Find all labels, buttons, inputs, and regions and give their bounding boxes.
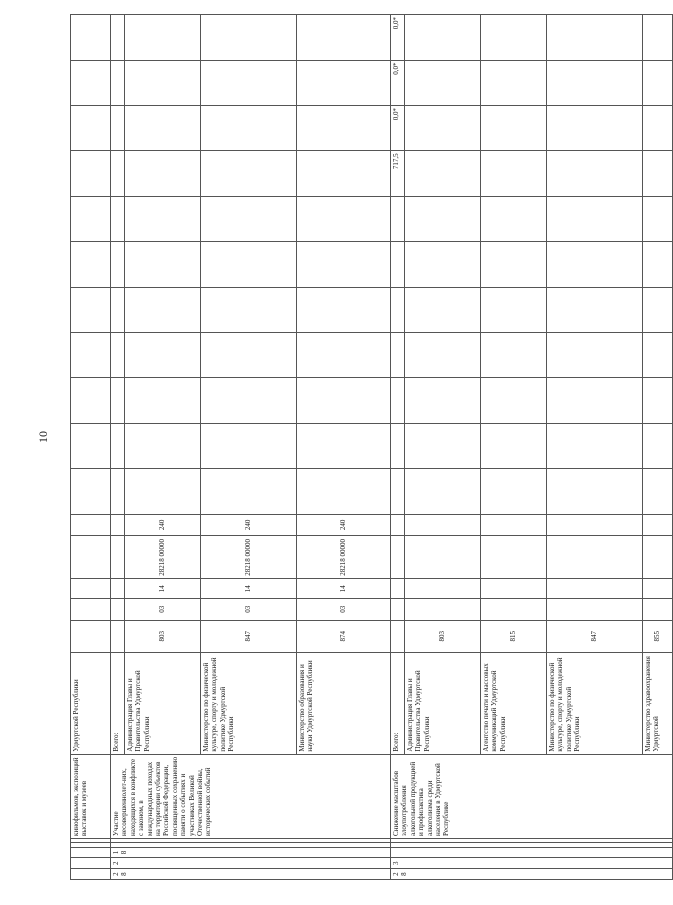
csr-cell: 28218 00000 — [125, 536, 201, 579]
vr-cell: 240 — [297, 514, 391, 536]
event-name-cell: Участие несовершеннолет-них, находящихся в конфликте с законом, в международных походах на территории субъектов Российской Федерации, посвященных сохранению памяти о событиях и участниках Великой Отечественной войны, исторических событий — [111, 754, 391, 838]
table-row — [405, 15, 481, 880]
grbs-cell: 847 — [547, 620, 643, 652]
table-row — [643, 15, 673, 880]
executor-fragment-cell: Удмуртской Республики — [71, 652, 111, 754]
executor-cell: Всего: — [111, 652, 125, 754]
budget-table — [70, 14, 662, 880]
table-row — [481, 15, 547, 880]
vr-cell: 240 — [125, 514, 201, 536]
executor-cell: Всего: — [391, 652, 405, 754]
code-cell: 28 — [111, 869, 391, 880]
table-row — [201, 15, 297, 880]
table-row — [391, 15, 405, 880]
executor-cell: Министерство по физической культуре, спорту и молодежной политике Удмуртской Республики — [547, 652, 643, 754]
grbs-cell: 803 — [125, 620, 201, 652]
executor-cell: Министерство здравоохранения Удмуртской — [643, 652, 673, 754]
table-row — [125, 15, 201, 880]
code-cell: 28 — [391, 869, 673, 880]
grbs-cell: 874 — [297, 620, 391, 652]
executor-cell: Администрация Главы и Правительства Удмуртской Республики — [405, 652, 481, 754]
vr-cell: 240 — [201, 514, 297, 536]
table-row — [547, 15, 643, 880]
grbs-cell: 815 — [481, 620, 547, 652]
table-row — [71, 15, 111, 880]
funding-cell: 0,0* — [391, 60, 405, 105]
pr-cell: 14 — [125, 579, 201, 598]
grbs-cell: 847 — [201, 620, 297, 652]
grbs-cell: 803 — [405, 620, 481, 652]
funding-cell: 0,0* — [391, 15, 405, 61]
goal-fragment-cell: кинофильмов, экспозиций выставок и музеев — [71, 754, 111, 838]
executor-cell: Агентство печати и массовых коммуникаций Удмуртской Республики — [481, 652, 547, 754]
table-row — [297, 15, 391, 880]
code-cell: 3 — [391, 858, 673, 869]
executor-cell: Министерство по физической культуре, спорту и молодежной политике Удмуртской Республики — [201, 652, 297, 754]
rz-cell: 03 — [125, 598, 201, 620]
funding-cell: 0,0* — [391, 105, 405, 150]
pr-cell: 14 — [297, 579, 391, 598]
executor-cell: Администрация Главы и Правительства Удмуртской Республики — [125, 652, 201, 754]
table-row — [111, 15, 125, 880]
rz-cell: 03 — [201, 598, 297, 620]
executor-cell: Министерство образования и науки Удмуртской Республики — [297, 652, 391, 754]
page-number: 10 — [36, 431, 50, 443]
csr-cell: 28218 00000 — [297, 536, 391, 579]
grbs-cell: 855 — [643, 620, 673, 652]
code-cell: 2 — [111, 858, 391, 869]
csr-cell: 28218 00000 — [201, 536, 297, 579]
funding-cell: 717,5 — [391, 151, 405, 196]
code-cell: 18 — [111, 847, 391, 858]
event-name-cell: Снижение масштабов злоупотребления алкогольной продукцией и профилактика алкоголизма среди населения в Удмуртской Республике — [391, 754, 673, 838]
pr-cell: 14 — [201, 579, 297, 598]
rz-cell: 03 — [297, 598, 391, 620]
